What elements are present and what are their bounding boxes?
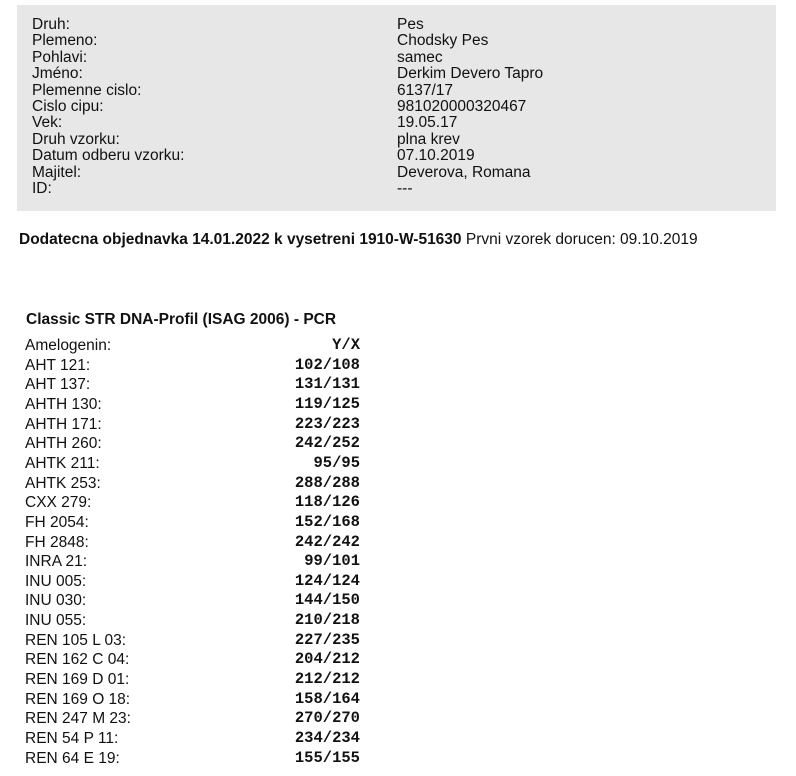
marker-row [0,709,400,728]
info-label: Majitel: [32,163,82,181]
info-label: Druh: [32,16,70,33]
info-label: Vek: [32,114,63,132]
marker-name: REN 247 M 23: [25,710,131,728]
info-label: Pohlavi: [32,48,88,66]
info-label: Plemeno: [32,32,98,50]
marker-name: REN 54 P 11: [25,730,119,747]
marker-value: 124/124 [294,571,360,590]
info-value: 07.10.2019 [397,147,475,165]
marker-value: 152/168 [294,512,360,531]
info-row [17,148,776,164]
marker-name: INU 030: [25,592,87,610]
marker-value: 204/212 [294,650,360,669]
marker-value: 144/150 [294,591,360,610]
marker-value: 223/223 [294,414,360,433]
marker-row [0,415,400,434]
marker-name: AHT 137: [25,376,91,394]
marker-value: Y/X [332,336,360,354]
marker-name: AHTH 260: [25,435,102,453]
info-value: 6137/17 [397,81,454,99]
marker-row [0,454,400,473]
marker-row [0,375,400,394]
marker-row [0,690,400,709]
info-row [17,17,776,33]
marker-value: 131/131 [294,375,360,394]
marker-value: 234/234 [294,729,360,747]
marker-value: 270/270 [294,709,360,728]
marker-value: 227/235 [294,630,360,649]
marker-name: INU 005: [25,572,87,590]
marker-name: AHT 121: [25,356,91,374]
info-value: 19.05.17 [397,114,458,132]
marker-name: REN 105 L 03: [25,631,127,649]
marker-row [0,749,400,768]
marker-row [0,611,400,630]
marker-row [0,650,400,669]
info-value: plna krev [397,130,460,148]
info-label: Jméno: [32,65,83,83]
info-value: 981020000320467 [397,98,527,115]
info-row [17,115,776,131]
marker-value: 155/155 [294,748,360,767]
marker-name: FH 2054: [25,513,89,531]
marker-row [0,670,400,689]
marker-row [0,493,400,512]
marker-value: 288/288 [294,473,360,492]
marker-name: Amelogenin: [25,337,112,354]
marker-name: REN 169 O 18: [25,690,131,708]
info-label: Cislo cipu: [32,98,104,115]
marker-row [0,552,400,571]
marker-value: 118/126 [294,493,360,512]
info-label: Datum odberu vzorku: [32,147,185,165]
marker-value: 99/101 [304,552,360,571]
marker-row [0,533,400,552]
marker-name: AHTK 211: [25,454,100,472]
marker-row [0,434,400,453]
order-line [19,231,698,249]
marker-row [0,395,400,414]
marker-value: 95/95 [313,453,360,472]
marker-row [0,513,400,532]
marker-name: AHTH 171: [25,415,102,433]
marker-value: 242/242 [294,532,360,551]
marker-value: 242/252 [294,434,360,453]
marker-name: CXX 279: [25,494,92,512]
profile-title: Classic STR DNA-Profil (ISAG 2006) - PCR [26,311,337,328]
info-value: Derkim Devero Tapro [397,65,544,83]
marker-row [0,356,400,375]
info-value: samec [397,48,443,66]
marker-row [0,474,400,493]
marker-value: 210/218 [294,611,360,630]
marker-row [0,572,400,591]
marker-row [0,631,400,650]
info-row [17,33,776,49]
marker-value: 158/164 [294,689,360,708]
marker-row [0,336,400,355]
marker-name: AHTK 253: [25,474,101,492]
marker-name: AHTH 130: [25,395,102,413]
info-row [17,99,776,115]
order-bold-text: Dodatecna objednavka 14.01.2022 k vysetreni 1910-W-51630 [19,231,462,248]
marker-name: INRA 21: [25,553,88,571]
info-row [17,132,776,148]
marker-name: FH 2848: [25,533,89,551]
marker-name: INU 055: [25,612,87,630]
info-value: --- [397,180,413,197]
info-row [17,66,776,82]
info-label: Plemenne cislo: [32,81,142,99]
marker-row [0,729,400,748]
info-label: Druh vzorku: [32,130,120,148]
info-label: ID: [32,180,52,197]
info-value: Pes [397,16,424,33]
info-row [17,181,776,197]
info-row [17,50,776,66]
info-value: Chodsky Pes [397,32,489,50]
marker-name: REN 169 D 01: [25,671,130,689]
order-normal-text: Prvni vzorek dorucen: 09.10.2019 [461,231,698,248]
animal-info-box [17,5,776,211]
info-row [17,83,776,99]
marker-name: REN 64 E 19: [25,749,120,767]
info-value: Deverova, Romana [397,163,531,181]
info-row [17,165,776,181]
marker-name: REN 162 C 04: [25,651,130,669]
marker-row [0,591,400,610]
marker-value: 119/125 [294,394,360,413]
marker-value: 102/108 [294,355,360,374]
marker-value: 212/212 [294,670,360,689]
